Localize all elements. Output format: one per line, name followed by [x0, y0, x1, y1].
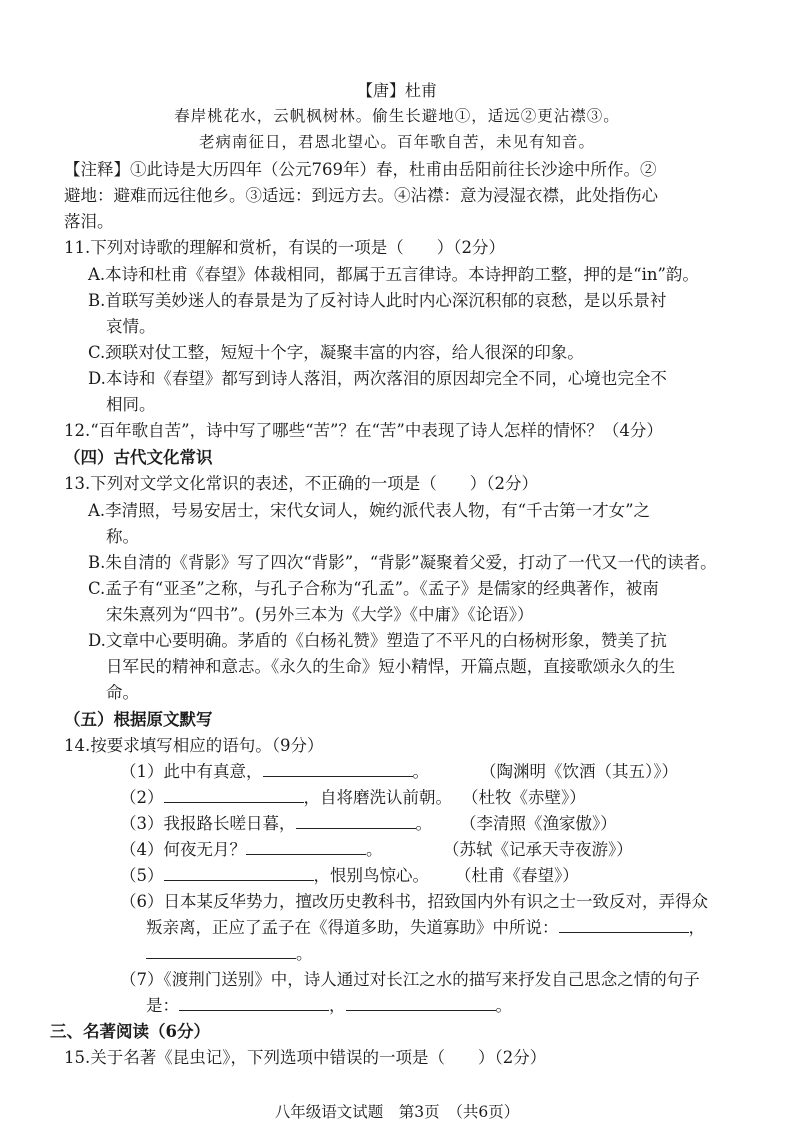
- item-end: 。: [296, 944, 313, 963]
- item-text: 此中有真意，: [163, 762, 263, 781]
- item-end: 。: [366, 840, 383, 859]
- answer-blank[interactable]: [179, 996, 329, 1011]
- q13-option-a: A.李清照，号易安居士，宋代女词人，婉约派代表人物，有“千古第一才女”之: [88, 501, 651, 520]
- q13-option-d-cont2: 命。: [106, 683, 139, 702]
- item-text: ，自将磨洗认前朝。: [303, 788, 452, 807]
- q12: 12.“百年歌自苦”，诗中写了哪些“苦”？在“苦”中表现了诗人怎样的情怀？（4分）: [64, 421, 663, 440]
- q14-item-6: [120, 892, 708, 912]
- item-text: 日本某反华势力，擅改历史教科书，招致国内外有识之士一致反对，弄得众: [163, 892, 708, 911]
- item-number: （3）: [120, 814, 164, 833]
- q13-stem: 13.下列对文学文化常识的表述，不正确的一项是（ ）（2分）: [64, 474, 538, 493]
- section-5-heading: （五）根据原文默写: [64, 710, 213, 729]
- q14-item-7: [120, 970, 700, 990]
- q14-item-1: [120, 762, 429, 782]
- q14-item-3-source: （李清照《渔家傲》）: [460, 814, 617, 833]
- q14-item-5-source: （杜甫《春望》）: [455, 866, 579, 885]
- q14-stem: 14.按要求填写相应的语句。（9分）: [64, 736, 324, 755]
- notes-line-1: 【注释】①此诗是大历四年（公元769年）春，杜甫由岳阳前往长沙途中所作。②: [64, 160, 657, 179]
- item-text: 是：: [146, 996, 179, 1015]
- q14-item-6-cont: [146, 918, 705, 938]
- answer-blank[interactable]: [559, 918, 689, 933]
- poem-line-1: 春岸桃花水，云帆枫树林。偷生长避地①，适远②更沾襟③。: [174, 107, 620, 125]
- section-3-heading: 三、名著阅读（6分）: [50, 1022, 210, 1041]
- q14-item-2-source: （杜牧《赤壁》）: [462, 788, 586, 807]
- page-footer: 八年级语文试题 第3页 （共6页）: [274, 1103, 520, 1121]
- q14-item-4-source: （苏轼《记承天寺夜游》）: [443, 840, 633, 859]
- q14-item-1-source: （陶渊明《饮酒（其五）》）: [480, 762, 678, 781]
- poem-line-2: 老病南征日，君恩北望心。百年歌自苦，未见有知音。: [198, 133, 595, 151]
- q11-stem: 11.下列对诗歌的理解和赏析，有误的一项是（ ）（2分）: [64, 238, 505, 257]
- q13-option-c-cont: 宋朱熹列为“四书”。(另外三本为《大学》《中庸》《论语》）: [106, 605, 534, 624]
- q11-option-d-cont: 相同。: [106, 395, 156, 414]
- q13-option-c: C.孟子有“亚圣”之称，与孔子合称为“孔孟”。《孟子》是儒家的经典著作，被南: [88, 579, 659, 598]
- item-number: （6）: [120, 892, 164, 911]
- q13-option-d: D.文章中心要明确。茅盾的《白杨礼赞》塑造了不平凡的白杨树形象，赞美了抗: [88, 631, 667, 650]
- answer-blank[interactable]: [263, 762, 413, 777]
- q15-stem: 15.关于名著《昆虫记》，下列选项中错误的一项是（ ）（2分）: [64, 1048, 547, 1067]
- answer-blank[interactable]: [164, 788, 304, 803]
- q14-item-5: [120, 866, 429, 886]
- item-text: ，恨别鸟惊心。: [313, 866, 429, 885]
- answer-blank[interactable]: [296, 814, 416, 829]
- answer-blank[interactable]: [246, 840, 366, 855]
- item-number: （7）: [120, 970, 164, 989]
- item-end: 。: [415, 814, 432, 833]
- answer-blank[interactable]: [146, 944, 296, 959]
- notes-line-2: 避地：避难而远往他乡。③适远：到远方去。④沾襟：意为浸湿衣襟，此处指伤心: [64, 186, 658, 205]
- q14-item-3: [120, 814, 432, 834]
- section-4-heading: （四）古代文化常识: [64, 448, 213, 467]
- item-number: （1）: [120, 762, 164, 781]
- q13-option-b: B.朱自清的《背影》写了四次“背影”，“背影”凝聚着父爱，打动了一代又一代的读者。: [88, 553, 717, 572]
- answer-blank[interactable]: [346, 996, 496, 1011]
- item-text: 叛亲离，正应了孟子在《得道多助，失道寡助》中所说：: [146, 918, 559, 937]
- item-text: 我报路长嗟日暮，: [163, 814, 296, 833]
- answer-blank[interactable]: [164, 866, 314, 881]
- q11-option-c: C.颈联对仗工整，短短十个字，凝聚丰富的内容，给人很深的印象。: [88, 343, 584, 362]
- item-comma: ，: [688, 918, 705, 937]
- q11-option-d: D.本诗和《春望》都写到诗人落泪，两次落泪的原因却完全不同，心境也完全不: [88, 369, 667, 388]
- q11-option-a: A.本诗和杜甫《春望》体裁相同，都属于五言律诗。本诗押韵工整，押的是“in”韵。: [88, 265, 699, 284]
- q13-option-d-cont: 日军民的精神和意志。《永久的生命》短小精悍，开篇点题，直接歌颂永久的生: [106, 657, 676, 676]
- item-comma: ，: [329, 996, 346, 1015]
- item-number: （5）: [120, 866, 164, 885]
- q14-item-7-cont: [146, 996, 512, 1016]
- q14-item-2: [120, 788, 452, 808]
- item-end: 。: [412, 762, 429, 781]
- q11-option-b: B.首联写美妙迷人的春景是为了反衬诗人此时内心深沉积郁的哀愁，是以乐景衬: [88, 291, 667, 310]
- q14-item-4: [120, 840, 383, 860]
- q13-option-a-cont: 称。: [106, 527, 139, 546]
- item-text: 何夜无月？: [163, 840, 246, 859]
- item-end: 。: [495, 996, 512, 1015]
- item-number: （2）: [120, 788, 164, 807]
- poem-title: 【唐】杜甫: [356, 81, 437, 100]
- notes-line-3: 落泪。: [64, 212, 114, 231]
- q11-option-b-cont: 哀情。: [106, 317, 156, 336]
- item-number: （4）: [120, 840, 164, 859]
- q14-item-6-cont2: [146, 944, 313, 964]
- item-text: 《渡荆门送别》中，诗人通过对长江之水的描写来抒发自己思念之情的句子: [163, 970, 700, 989]
